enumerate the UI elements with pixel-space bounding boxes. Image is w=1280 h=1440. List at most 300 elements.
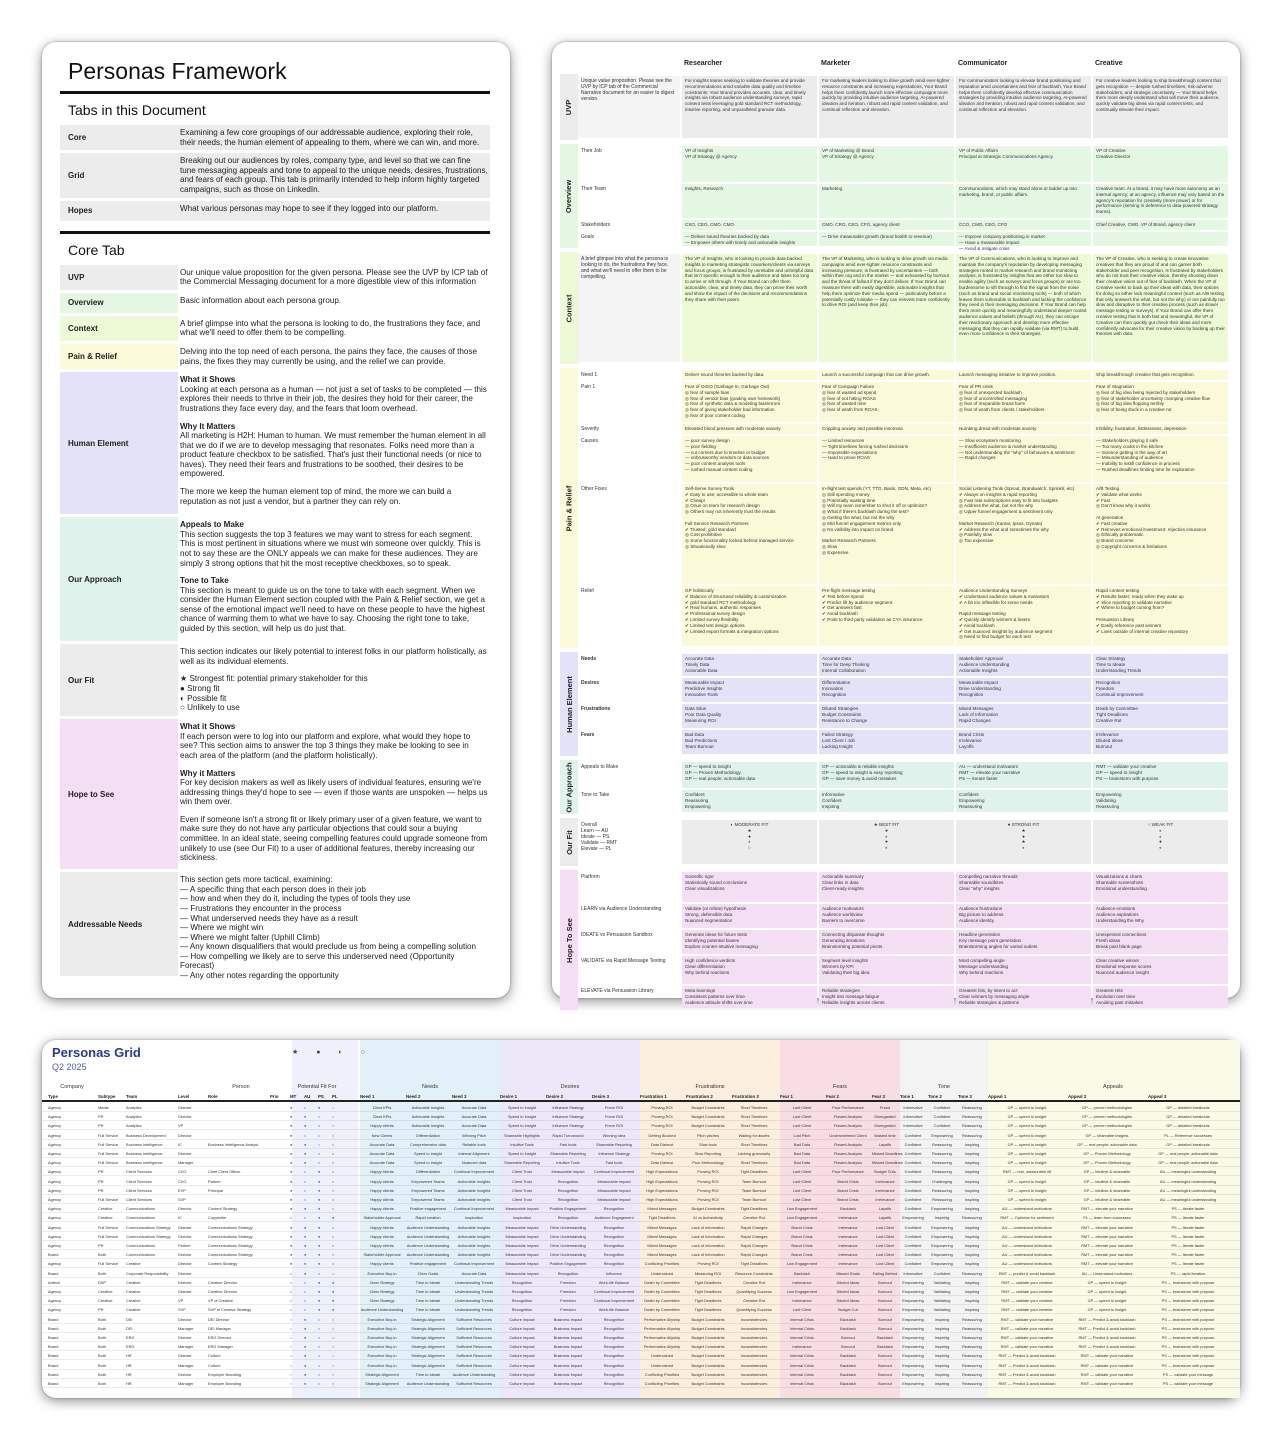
- table-cell: Audience Understanding: [406, 1224, 450, 1230]
- table-cell: Continual Improvement: [593, 1169, 635, 1175]
- table-row[interactable]: [42, 1379, 1240, 1388]
- table-cell: Death by Committee: [644, 1279, 680, 1285]
- table-cell: SVP: [178, 1197, 186, 1202]
- table-row[interactable]: [42, 1324, 1240, 1333]
- column-header[interactable]: Prio: [270, 1094, 279, 1099]
- persona-cell: Empowering Validating Reassuring: [1093, 790, 1228, 812]
- table-cell: Clear KPIs: [372, 1105, 392, 1110]
- table-cell: Strategic Alignment: [365, 1381, 399, 1386]
- column-header[interactable]: Fear 3: [872, 1094, 885, 1099]
- table-cell: Drive Understanding: [550, 1233, 586, 1239]
- persona-cell: ◐ MODERATE FIT ★ ● ◐ ○: [682, 820, 817, 864]
- table-cell: Understanding Trends: [454, 1289, 494, 1294]
- pain-label: Pain & Relief: [60, 344, 178, 369]
- column-header[interactable]: Need 1: [360, 1094, 375, 1099]
- table-cell: GP — speed to insight: [1087, 1289, 1127, 1294]
- addr-label: Addressable Needs: [60, 872, 178, 976]
- table-cell: Business Impact: [553, 1344, 583, 1350]
- table-cell: Lost Client: [875, 1261, 895, 1267]
- table-cell: Manager: [178, 1325, 194, 1331]
- table-cell: ◐: [304, 1178, 307, 1184]
- table-cell: Inconsistencies: [740, 1353, 768, 1359]
- table-cell: ●: [290, 1114, 293, 1120]
- table-cell: Burnout: [878, 1325, 892, 1331]
- table-cell: Informative: [903, 1105, 923, 1110]
- table-cell: Chief Client Officer: [208, 1169, 241, 1175]
- table-cell: Empowering: [902, 1353, 924, 1359]
- table-cell: RMT — elevate your narrative: [1081, 1243, 1133, 1248]
- column-header[interactable]: Level: [178, 1094, 190, 1099]
- persona-cell: Deliver sound theories backed by data.: [682, 370, 817, 380]
- table-cell: Reassuring: [932, 1187, 952, 1193]
- table-cell: Tight Deadlines: [694, 1279, 722, 1285]
- tab-hopes-label[interactable]: Hopes: [60, 201, 178, 221]
- column-header[interactable]: Need 2: [406, 1094, 421, 1099]
- column-header[interactable]: Desire 2: [546, 1094, 564, 1099]
- table-cell: ●: [304, 1206, 307, 1212]
- table-cell: Empowering: [902, 1344, 924, 1350]
- persona-cell: Differentiation Innovation Recognition: [819, 678, 954, 702]
- table-cell: ●: [290, 1105, 293, 1110]
- table-cell: GP — proven methodologies: [1082, 1123, 1132, 1129]
- table-cell: AU — understand motivators: [1002, 1233, 1052, 1239]
- table-cell: Empowering: [902, 1371, 924, 1377]
- column-header[interactable]: Need 3: [452, 1094, 467, 1099]
- table-cell: RMT — validate your narrative: [1000, 1344, 1054, 1350]
- table-cell: Confident: [933, 1123, 951, 1129]
- column-header[interactable]: Tone 2: [928, 1094, 942, 1099]
- column-header[interactable]: Appeal 3: [1148, 1094, 1167, 1099]
- table-row[interactable]: [42, 1241, 1240, 1250]
- table-cell: Strategic Alignment: [411, 1316, 445, 1322]
- table-cell: CXO: [178, 1178, 187, 1184]
- table-cell: Client Services: [126, 1197, 152, 1202]
- table-cell: ◐: [332, 1169, 335, 1175]
- table-cell: ◐: [318, 1160, 321, 1166]
- table-cell: ○: [332, 1344, 335, 1350]
- table-cell: Measuring ROI: [694, 1270, 722, 1276]
- table-cell: ○: [332, 1316, 335, 1322]
- table-cell: Tight Deadlines: [648, 1215, 676, 1221]
- table-cell: Undervalued: [650, 1362, 674, 1368]
- section-row: [578, 484, 1228, 584]
- row-label: Unique value proposition. Please see the UVP by ICP tab of the Commercial Narrative document for an easier to digest version.: [578, 76, 680, 138]
- column-header[interactable]: Frustration 1: [640, 1094, 667, 1099]
- table-cell: RMT — Predict & avoid backlash: [998, 1362, 1056, 1368]
- table-cell: RMT — validate your narrative: [1080, 1353, 1134, 1359]
- table-cell: Quantifying Success: [736, 1307, 772, 1313]
- pain-text: Delving into the top need of each persona, the pains they face, the causes of those pains, the fixes they may currently be using, and the relief we can provide.: [180, 346, 477, 366]
- table-row[interactable]: [42, 1342, 1240, 1351]
- table-cell: Low Engagement: [786, 1289, 818, 1294]
- table-cell: ●: [290, 1132, 293, 1138]
- table-cell: RMT — elevate your narrative: [1081, 1224, 1133, 1230]
- table-cell: Brand Crisis: [791, 1224, 813, 1230]
- table-cell: Director: [178, 1132, 192, 1138]
- table-cell: RMT — validate your narrative: [1080, 1381, 1134, 1386]
- table-cell: Agency: [48, 1261, 61, 1267]
- table-cell: Backlash: [840, 1371, 856, 1377]
- table-cell: Clear Strategy: [369, 1298, 395, 1304]
- table-cell: Accurate Data: [461, 1270, 487, 1276]
- table-cell: Freedom: [560, 1298, 576, 1304]
- table-row[interactable]: [42, 1269, 1240, 1278]
- table-cell: RMT — validate your narrative: [1000, 1335, 1054, 1340]
- table-row[interactable]: [42, 1259, 1240, 1268]
- table-row[interactable]: [42, 1223, 1240, 1232]
- table-cell: ●: [290, 1224, 293, 1230]
- table-cell: PL — Reference successes: [1164, 1132, 1212, 1138]
- persona-cell: [1093, 232, 1228, 246]
- table-cell: Both: [98, 1270, 107, 1276]
- table-cell: Confident: [904, 1224, 922, 1230]
- column-header[interactable]: MT: [290, 1094, 297, 1099]
- column-header[interactable]: Team: [126, 1094, 138, 1099]
- table-cell: Proving ROI: [651, 1114, 673, 1120]
- table-cell: Irrelevance: [838, 1233, 858, 1239]
- table-cell: Inspiring: [964, 1261, 980, 1267]
- group-header: Frustrations: [695, 1084, 725, 1090]
- table-cell: ●: [318, 1252, 321, 1258]
- table-cell: Inspiring: [934, 1381, 950, 1386]
- column-header[interactable]: Role: [208, 1094, 218, 1099]
- table-cell: Measurable Impact: [551, 1169, 585, 1175]
- table-cell: Positive Engagement: [549, 1206, 587, 1212]
- table-cell: RMT — validate your narrative: [1080, 1362, 1134, 1368]
- table-cell: Positive engagement: [409, 1206, 447, 1212]
- overview-label: Overview: [60, 293, 178, 313]
- table-cell: Burnout: [841, 1335, 855, 1340]
- table-cell: Confident: [904, 1187, 922, 1193]
- table-cell: Lost Client: [792, 1105, 812, 1110]
- table-cell: ○: [332, 1362, 335, 1368]
- row-label: Tone to Take: [581, 792, 610, 798]
- table-row[interactable]: [42, 1370, 1240, 1379]
- column-header[interactable]: Type: [48, 1094, 58, 1099]
- section-label: [560, 760, 578, 814]
- group-header: Needs: [422, 1084, 438, 1090]
- table-row[interactable]: [42, 1131, 1240, 1140]
- table-cell: Creative Rut: [743, 1215, 765, 1221]
- table-cell: Diluted Ideas: [836, 1298, 860, 1304]
- table-cell: Client Trust: [512, 1178, 532, 1184]
- table-cell: Agency: [48, 1289, 61, 1294]
- table-cell: Happy clients: [370, 1169, 394, 1175]
- table-cell: Business Intelligence: [126, 1141, 163, 1147]
- table-cell: ●: [318, 1261, 321, 1267]
- table-row[interactable]: [42, 1121, 1240, 1130]
- column-header[interactable]: Tone 1: [900, 1094, 914, 1099]
- column-header[interactable]: Appeal 1: [988, 1094, 1007, 1099]
- table-cell: Reassuring: [932, 1197, 952, 1202]
- table-cell: Employer Branding: [208, 1381, 242, 1386]
- persona-cell: Most compelling angle Message understanding Why behind reactions: [956, 956, 1091, 984]
- grid-card: [42, 1040, 1240, 1398]
- table-cell: Sufficient Resources: [456, 1335, 492, 1340]
- column-header[interactable]: Fear 2: [826, 1094, 839, 1099]
- table-cell: Director: [178, 1279, 192, 1285]
- column-header[interactable]: Fear 1: [780, 1094, 793, 1099]
- table-row[interactable]: [42, 1232, 1240, 1241]
- table-cell: Backlash: [877, 1335, 893, 1340]
- table-cell: Measurable Impact: [505, 1270, 539, 1276]
- table-cell: Business Impact: [553, 1381, 583, 1386]
- row-label: IDEATE vs Persuasion Sandbox: [581, 932, 653, 938]
- table-cell: Accurate Data: [369, 1141, 395, 1147]
- persona-cell: Reliable strategies Insight into message fatigue Reliable insights across clients: [819, 986, 954, 1008]
- table-row[interactable]: [42, 1186, 1240, 1195]
- table-cell: Burnout: [878, 1362, 892, 1368]
- section-label-text: Context: [564, 294, 574, 322]
- table-cell: Backlash: [840, 1353, 856, 1359]
- section-approach: [560, 760, 1228, 814]
- table-cell: ●: [304, 1344, 307, 1350]
- table-cell: Influence Strategy: [598, 1151, 630, 1156]
- table-cell: Audience Understanding: [360, 1307, 404, 1313]
- persona-cell: GP holistically ✔ Balance of structured reliability & customization ✔ gold standard RCT methodology ✔ Real humans, authentic responses ✔ Professional survey design ✔ Limited survey flexibility ✔ Limited test design options ✔ Limited export formats & integration options: [682, 586, 817, 646]
- table-row[interactable]: [42, 1204, 1240, 1213]
- table-cell: Client Services: [126, 1169, 152, 1175]
- table-row[interactable]: [42, 1278, 1240, 1287]
- table-cell: Business Impact: [553, 1371, 583, 1377]
- table-cell: Lost Client: [792, 1114, 812, 1120]
- table-cell: Client Services: [126, 1178, 152, 1184]
- table-cell: PL — learn from successes: [1083, 1215, 1131, 1221]
- table-cell: Budget Cut: [838, 1307, 858, 1313]
- table-cell: Culture: [208, 1353, 221, 1359]
- table-cell: Reassuring: [932, 1141, 952, 1147]
- column-header[interactable]: AU: [304, 1094, 311, 1099]
- table-cell: Recognition: [603, 1335, 625, 1340]
- table-cell: Audience Understanding: [406, 1233, 450, 1239]
- column-header[interactable]: PL: [332, 1094, 338, 1099]
- table-cell: Diluted Ideas: [836, 1279, 860, 1285]
- persona-cell: Social Listening Tools (Sprout, Brandwatch, Sprinklr, etc) ✔ Always on insights & rapid reporting ◎ Fast rate subscriptions easy to fit into budgets ◎ Address the what, but not the why ◎ Upper funnel engagement & sentiment only Market Research (Kantar, Ipsos, Dynata) ✔ Address the what and sometimes the why ◎ Painfully slow ◎ Too expensive: [956, 484, 1091, 584]
- table-cell: ○: [290, 1362, 293, 1368]
- table-cell: Inspiration: [513, 1215, 531, 1221]
- table-cell: ○: [332, 1325, 335, 1331]
- table-row[interactable]: [42, 1287, 1240, 1296]
- table-cell: PS — brainstorm with purpose: [1161, 1335, 1215, 1340]
- table-cell: Inspiring: [964, 1233, 980, 1239]
- table-row[interactable]: [42, 1140, 1240, 1149]
- table-cell: ●: [332, 1215, 335, 1221]
- table-cell: Business Impact: [553, 1325, 583, 1331]
- table-cell: Sufficient Resources: [456, 1353, 492, 1359]
- table-row[interactable]: [42, 1177, 1240, 1186]
- persona-cell: Audience Understanding Surveys ✔ Understand audience values & motivators ✔ A bit too inflexible for some needs Rapid message testing ✔ Quickly identify winners & losers ✔ Avoid backlash ✔ Get nuanced insights by audience segment ◎ Need to find budget for each test: [956, 586, 1091, 646]
- tab-hopes-text: What various personas may hope to see if they logged into our platform.: [178, 201, 490, 221]
- table-cell: Speed to Insight: [507, 1105, 537, 1110]
- column-header[interactable]: Desire 1: [500, 1094, 518, 1099]
- column-header[interactable]: PS: [318, 1094, 324, 1099]
- table-row[interactable]: [42, 1103, 1240, 1112]
- table-cell: Budget Constraints: [691, 1123, 725, 1129]
- table-cell: Continual Improvement: [593, 1298, 635, 1304]
- table-cell: Communications: [126, 1252, 155, 1258]
- table-cell: Slow tools: [699, 1141, 717, 1147]
- table-cell: Short Timelines: [740, 1123, 768, 1129]
- table-cell: Reassuring: [962, 1353, 982, 1359]
- table-cell: Irrelevance: [875, 1178, 895, 1184]
- persona-cell: Scientific rigor Statistically sound conclusions Clear visualizations: [682, 872, 817, 902]
- persona-cell: Ship breakthrough creative that gets recognition.: [1093, 370, 1228, 380]
- table-cell: Measurable Impact: [505, 1224, 539, 1230]
- table-cell: RMT — validate your narrative: [1000, 1316, 1054, 1322]
- section-label-text: Overview: [564, 179, 574, 213]
- section-row: [578, 790, 1228, 812]
- table-cell: Actionable Insights: [457, 1187, 491, 1193]
- table-cell: ◐: [304, 1215, 307, 1221]
- table-cell: SVP: [178, 1307, 186, 1313]
- table-cell: ○: [332, 1371, 335, 1377]
- persona-cell: VP of Insights VP of Strategy @ Agency: [682, 146, 817, 182]
- table-row[interactable]: [42, 1250, 1240, 1259]
- table-cell: ●: [304, 1123, 307, 1129]
- table-cell: Clear Strategy: [369, 1289, 395, 1294]
- persona-cell: Numbing dread with moderate anxiety: [956, 424, 1091, 434]
- table-cell: Continual Improvement: [453, 1261, 495, 1267]
- table-cell: Creative: [126, 1279, 141, 1285]
- table-cell: Proving ROI: [697, 1197, 719, 1202]
- tab-grid-label[interactable]: Grid: [60, 153, 178, 197]
- table-cell: AU — meaningful understanding: [1159, 1187, 1217, 1193]
- table-cell: ◐: [332, 1252, 335, 1258]
- table-cell: GP — speed to insight: [1007, 1123, 1047, 1129]
- table-cell: Accurate Data: [461, 1114, 487, 1120]
- table-cell: Irrelevance: [838, 1215, 858, 1221]
- table-cell: GP — speed to insight: [1007, 1132, 1047, 1138]
- table-cell: Lost Client: [875, 1224, 895, 1230]
- table-cell: VP: [178, 1123, 184, 1129]
- table-cell: Lost Client: [875, 1252, 895, 1258]
- table-cell: Wasted time: [874, 1132, 896, 1138]
- table-row[interactable]: [42, 1361, 1240, 1370]
- table-cell: RMT — elevate your narrative: [1081, 1252, 1133, 1258]
- table-cell: Audience Understanding: [452, 1371, 496, 1377]
- table-cell: Inspiring: [934, 1362, 950, 1368]
- table-row[interactable]: [42, 1158, 1240, 1167]
- table-cell: Poor Methodology: [692, 1160, 724, 1166]
- table-cell: ○: [332, 1132, 335, 1138]
- column-header[interactable]: Frustration 2: [686, 1094, 713, 1099]
- table-row[interactable]: [42, 1333, 1240, 1342]
- table-cell: Short Timelines: [740, 1141, 768, 1147]
- section-row: [578, 762, 1228, 788]
- table-cell: Director: [178, 1206, 192, 1212]
- column-header[interactable]: Frustration 3: [732, 1094, 759, 1099]
- table-cell: ●: [304, 1261, 307, 1267]
- table-cell: Recognition: [603, 1325, 625, 1331]
- persona-cell: ★ BEST FIT ● ◐ ● ◐: [819, 820, 954, 864]
- table-cell: RMT — predict & avoid backlash: [998, 1270, 1056, 1276]
- table-cell: High Expectations: [646, 1178, 678, 1184]
- hope-label: Hope to See: [60, 719, 178, 869]
- table-cell: Rapid Changes: [740, 1252, 768, 1258]
- table-cell: Agency: [48, 1307, 61, 1313]
- table-cell: ●: [332, 1279, 335, 1285]
- table-cell: Actionable Insights: [457, 1178, 491, 1184]
- table-cell: Budget Constraints: [691, 1206, 725, 1212]
- table-row[interactable]: [42, 1213, 1240, 1222]
- section-label-text: UVP: [564, 99, 574, 115]
- table-row[interactable]: [42, 1195, 1240, 1204]
- table-cell: Culture: [208, 1362, 221, 1368]
- persona-cell: Diluted Strategies Budget Constraints Resistance to Change: [819, 704, 954, 728]
- table-cell: Inspiring: [934, 1325, 950, 1331]
- table-cell: Accurate Data: [369, 1160, 395, 1166]
- table-cell: Drive Understanding: [550, 1252, 586, 1258]
- table-row[interactable]: [42, 1351, 1240, 1360]
- table-cell: GP — speed to insight: [1007, 1187, 1047, 1193]
- table-cell: Speed to Insight: [507, 1151, 537, 1156]
- column-header[interactable]: Subtype: [98, 1094, 116, 1099]
- section-label-text: Pain & Relief: [564, 485, 574, 531]
- table-cell: EVP: [178, 1187, 186, 1193]
- table-cell: Proving ROI: [651, 1151, 673, 1156]
- table-cell: HR: [126, 1371, 132, 1377]
- table-cell: PS — validate your message: [1162, 1381, 1214, 1386]
- table-row[interactable]: [42, 1149, 1240, 1158]
- table-cell: Rapid creation: [415, 1215, 441, 1221]
- table-cell: Undervalued: [650, 1270, 674, 1276]
- table-cell: Poor Performance: [832, 1169, 864, 1175]
- table-cell: Performative Allyship: [643, 1325, 681, 1331]
- table-cell: Team Burnout: [741, 1178, 767, 1184]
- table-row[interactable]: [42, 1112, 1240, 1121]
- table-cell: HR: [126, 1353, 132, 1359]
- table-cell: ◐: [304, 1187, 307, 1193]
- persona-cell: Fear of PR crisis ◎ fear of unexpected backlash ◎ fear of uncontrolled messaging ◎ fear of irreparable brand harm ◎ fear of wrath from clients / stakeholders: [956, 382, 1091, 422]
- table-cell: Analytics: [126, 1123, 142, 1129]
- column-header[interactable]: Appeal 2: [1068, 1094, 1087, 1099]
- table-cell: Missed Goals: [836, 1270, 860, 1276]
- persona-cell: Unexpected connections Fresh ideas Break past blank page: [1093, 930, 1228, 954]
- table-cell: Internal Crisis: [790, 1381, 814, 1386]
- table-cell: DEI: [126, 1325, 133, 1331]
- tab-grid-text: Breaking out our audiences by roles, company type, and level so that we can fine tune messaging appeals and tone to appeal to the unique needs, desires, frustrations, and fears of each group. This tab is primarily intended to help inform highly targeted campaigns, such as those on LinkedIn.: [178, 153, 490, 197]
- table-cell: Budget Constraints: [691, 1325, 725, 1331]
- column-header[interactable]: Tone 3: [958, 1094, 972, 1099]
- table-cell: RMT — validate your creative: [1001, 1307, 1053, 1313]
- table-cell: PS — brainstorm with purpose: [1161, 1353, 1215, 1359]
- table-cell: Undervalued: [650, 1353, 674, 1359]
- table-cell: PR: [98, 1123, 104, 1129]
- table-cell: ◐: [290, 1279, 293, 1285]
- table-cell: Confident: [904, 1206, 922, 1212]
- section-row: [578, 704, 1228, 728]
- persona-cell: Compelling narrative threads Shareable soundbites Clear "why" insights: [956, 872, 1091, 902]
- table-cell: Budget Constraints: [691, 1105, 725, 1110]
- column-header[interactable]: Desire 3: [592, 1094, 610, 1099]
- table-cell: Proving ROI: [697, 1187, 719, 1193]
- table-cell: GP — speed to insight: [1007, 1160, 1047, 1166]
- table-row[interactable]: [42, 1315, 1240, 1324]
- table-row[interactable]: [42, 1296, 1240, 1305]
- table-row[interactable]: [42, 1305, 1240, 1314]
- tab-core-label[interactable]: Core: [60, 125, 178, 150]
- section-row: [578, 956, 1228, 984]
- table-cell: Inspiring: [934, 1371, 950, 1377]
- table-cell: Tight Deadlines: [694, 1298, 722, 1304]
- table-cell: Both: [98, 1335, 107, 1340]
- table-cell: ◐: [318, 1123, 321, 1129]
- table-cell: GP — real people; actionable data: [1158, 1160, 1218, 1166]
- table-cell: ●: [290, 1123, 293, 1129]
- table-row[interactable]: [42, 1167, 1240, 1176]
- table-cell: Speed to insight: [414, 1151, 442, 1156]
- table-cell: Internal Crisis: [790, 1371, 814, 1377]
